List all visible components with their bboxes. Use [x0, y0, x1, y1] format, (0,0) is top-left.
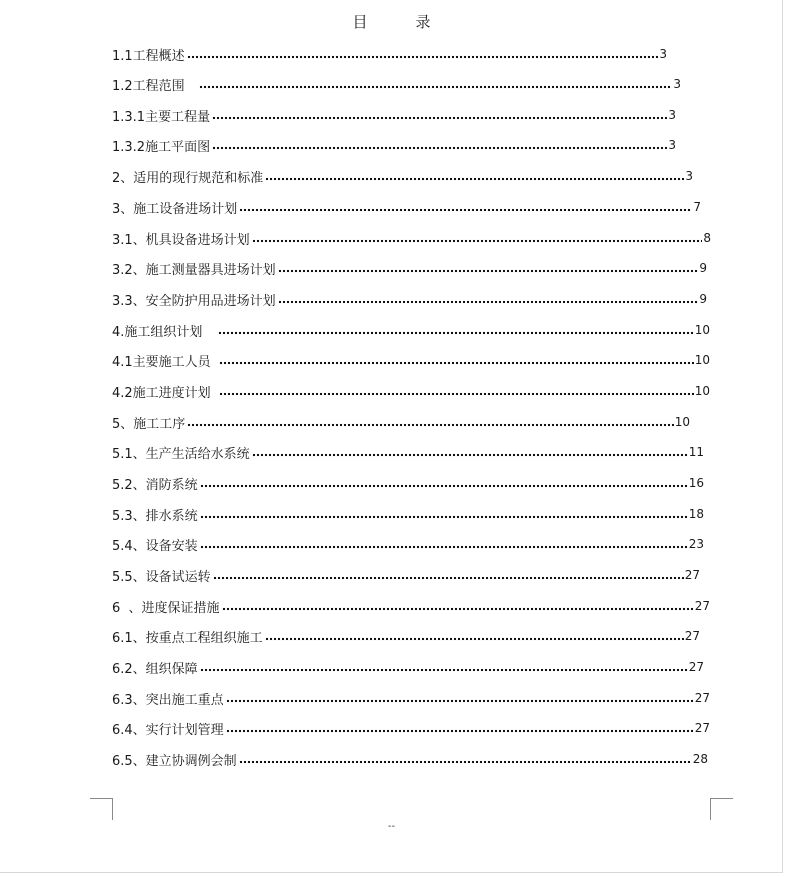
toc-entry-page: 3 — [668, 108, 676, 122]
toc-entry-label: 1.3.1主要工程量 — [112, 109, 211, 125]
toc-entry[interactable] — [112, 320, 710, 340]
toc-entry-label: 3、施工设备进场计划 — [112, 201, 238, 217]
toc-entry[interactable] — [112, 381, 710, 401]
toc-entry-page: 16 — [688, 476, 704, 490]
toc-entry-label: 4.1主要施工人员 — [112, 354, 211, 370]
toc-entry-label: 4.施工组织计划 — [112, 324, 203, 340]
toc-entry[interactable] — [112, 135, 676, 155]
toc-leader — [187, 412, 673, 432]
toc-entry[interactable] — [112, 534, 704, 554]
toc-leader — [219, 350, 694, 370]
toc-entry[interactable] — [112, 44, 667, 64]
toc-entry-label: 6.3、突出施工重点 — [112, 692, 224, 708]
toc-leader — [219, 381, 694, 401]
toc-entry-page: 7 — [693, 200, 701, 214]
toc-entry-label: 1.3.2施工平面图 — [112, 139, 211, 155]
toc-entry-label: 5.3、排水系统 — [112, 508, 198, 524]
toc-leader — [200, 473, 688, 493]
toc-leader — [252, 228, 703, 248]
toc-leader — [200, 657, 688, 677]
toc-entry-label: 3.2、施工测量器具进场计划 — [112, 262, 276, 278]
toc-entry-page: 3 — [659, 47, 667, 61]
toc-leader — [226, 688, 694, 708]
toc-entry-label: 4.2施工进度计划 — [112, 385, 211, 401]
toc-entry-page: 18 — [688, 507, 704, 521]
toc-entry[interactable] — [112, 596, 710, 616]
toc-entry-page: 10 — [694, 323, 710, 337]
toc-leader — [200, 534, 688, 554]
toc-entry-page: 3 — [668, 138, 676, 152]
toc-entry-label: 5.4、设备安装 — [112, 538, 198, 554]
toc-entry[interactable] — [112, 718, 710, 738]
toc-entry-page: 27 — [694, 721, 710, 735]
page-corner-mark-left — [90, 798, 113, 820]
toc-entry-label: 6.2、组织保障 — [112, 661, 198, 677]
toc-entry-page: 11 — [688, 445, 704, 459]
toc-entry-label: 3.3、安全防护用品进场计划 — [112, 293, 276, 309]
toc-entry[interactable] — [112, 258, 707, 278]
toc-entry[interactable] — [112, 166, 693, 186]
toc-leader — [187, 44, 659, 64]
toc-entry-page: 3 — [673, 77, 681, 91]
toc-entry-page: 23 — [688, 537, 704, 551]
toc-leader — [218, 320, 693, 340]
toc-entry[interactable] — [112, 442, 704, 462]
toc-entry-page: 3 — [685, 169, 693, 183]
toc-entry-label: 3.1、机具设备进场计划 — [112, 232, 250, 248]
toc-leader — [212, 135, 667, 155]
toc-entry-label: 1.2工程范围 — [112, 78, 185, 94]
toc-entry-page: 8 — [703, 231, 711, 245]
toc-entry[interactable] — [112, 74, 681, 94]
toc-entry[interactable] — [112, 504, 704, 524]
toc-entry-page: 27 — [694, 691, 710, 705]
toc-entry-label: 5.2、消防系统 — [112, 477, 198, 493]
toc-entry-label: 6.5、建立协调例会制 — [112, 753, 237, 769]
toc-entry[interactable] — [112, 565, 700, 585]
toc-entry[interactable] — [112, 197, 701, 217]
toc-entry-page: 10 — [694, 384, 710, 398]
toc-entry[interactable] — [112, 228, 711, 248]
toc-leader — [226, 718, 694, 738]
toc-leader — [265, 166, 684, 186]
toc-entry-label: 6 、进度保证措施 — [112, 600, 220, 616]
toc-leader — [222, 596, 694, 616]
toc-title-char-1: 目 — [352, 13, 368, 31]
toc-entry[interactable] — [112, 412, 690, 432]
page-footer-mark: -- — [387, 821, 396, 832]
toc-leader — [278, 289, 699, 309]
page-corner-mark-right — [710, 798, 733, 820]
toc-entry[interactable] — [112, 473, 704, 493]
toc-entry-label: 2、适用的现行规范和标准 — [112, 170, 264, 186]
toc-leader — [265, 626, 684, 646]
toc-entry[interactable] — [112, 657, 704, 677]
toc-leader — [239, 197, 692, 217]
toc-leader — [199, 74, 673, 94]
toc-entry-page: 28 — [692, 752, 708, 766]
toc-leader — [252, 442, 688, 462]
toc-entry[interactable] — [112, 688, 710, 708]
toc-entry[interactable] — [112, 350, 710, 370]
toc-entry-page: 10 — [694, 353, 710, 367]
toc-entry-label: 5.1、生产生活给水系统 — [112, 446, 250, 462]
toc-title-char-2: 录 — [415, 13, 431, 31]
toc-entry[interactable] — [112, 749, 708, 769]
toc-leader — [200, 504, 688, 524]
toc-entry-page: 10 — [674, 415, 690, 429]
toc-leader — [213, 565, 684, 585]
toc-entry-page: 27 — [684, 629, 700, 643]
toc-entry-page: 9 — [699, 292, 707, 306]
toc-leader — [278, 258, 699, 278]
toc-entry-page: 27 — [684, 568, 700, 582]
toc-entry-page: 27 — [688, 660, 704, 674]
toc-entry-label: 6.1、按重点工程组织施工 — [112, 630, 263, 646]
toc-entry-label: 5.5、设备试运转 — [112, 569, 211, 585]
toc-entry[interactable] — [112, 626, 700, 646]
toc-entry-label: 6.4、实行计划管理 — [112, 722, 224, 738]
toc-entry-page: 27 — [694, 599, 710, 613]
toc-entry-label: 1.1工程概述 — [112, 48, 185, 64]
toc-entry-page: 9 — [699, 261, 707, 275]
toc-entry-label: 5、施工工序 — [112, 416, 186, 432]
toc-entry[interactable] — [112, 289, 707, 309]
toc-leader — [212, 105, 667, 125]
toc-entry[interactable] — [112, 105, 676, 125]
toc-leader — [239, 749, 692, 769]
